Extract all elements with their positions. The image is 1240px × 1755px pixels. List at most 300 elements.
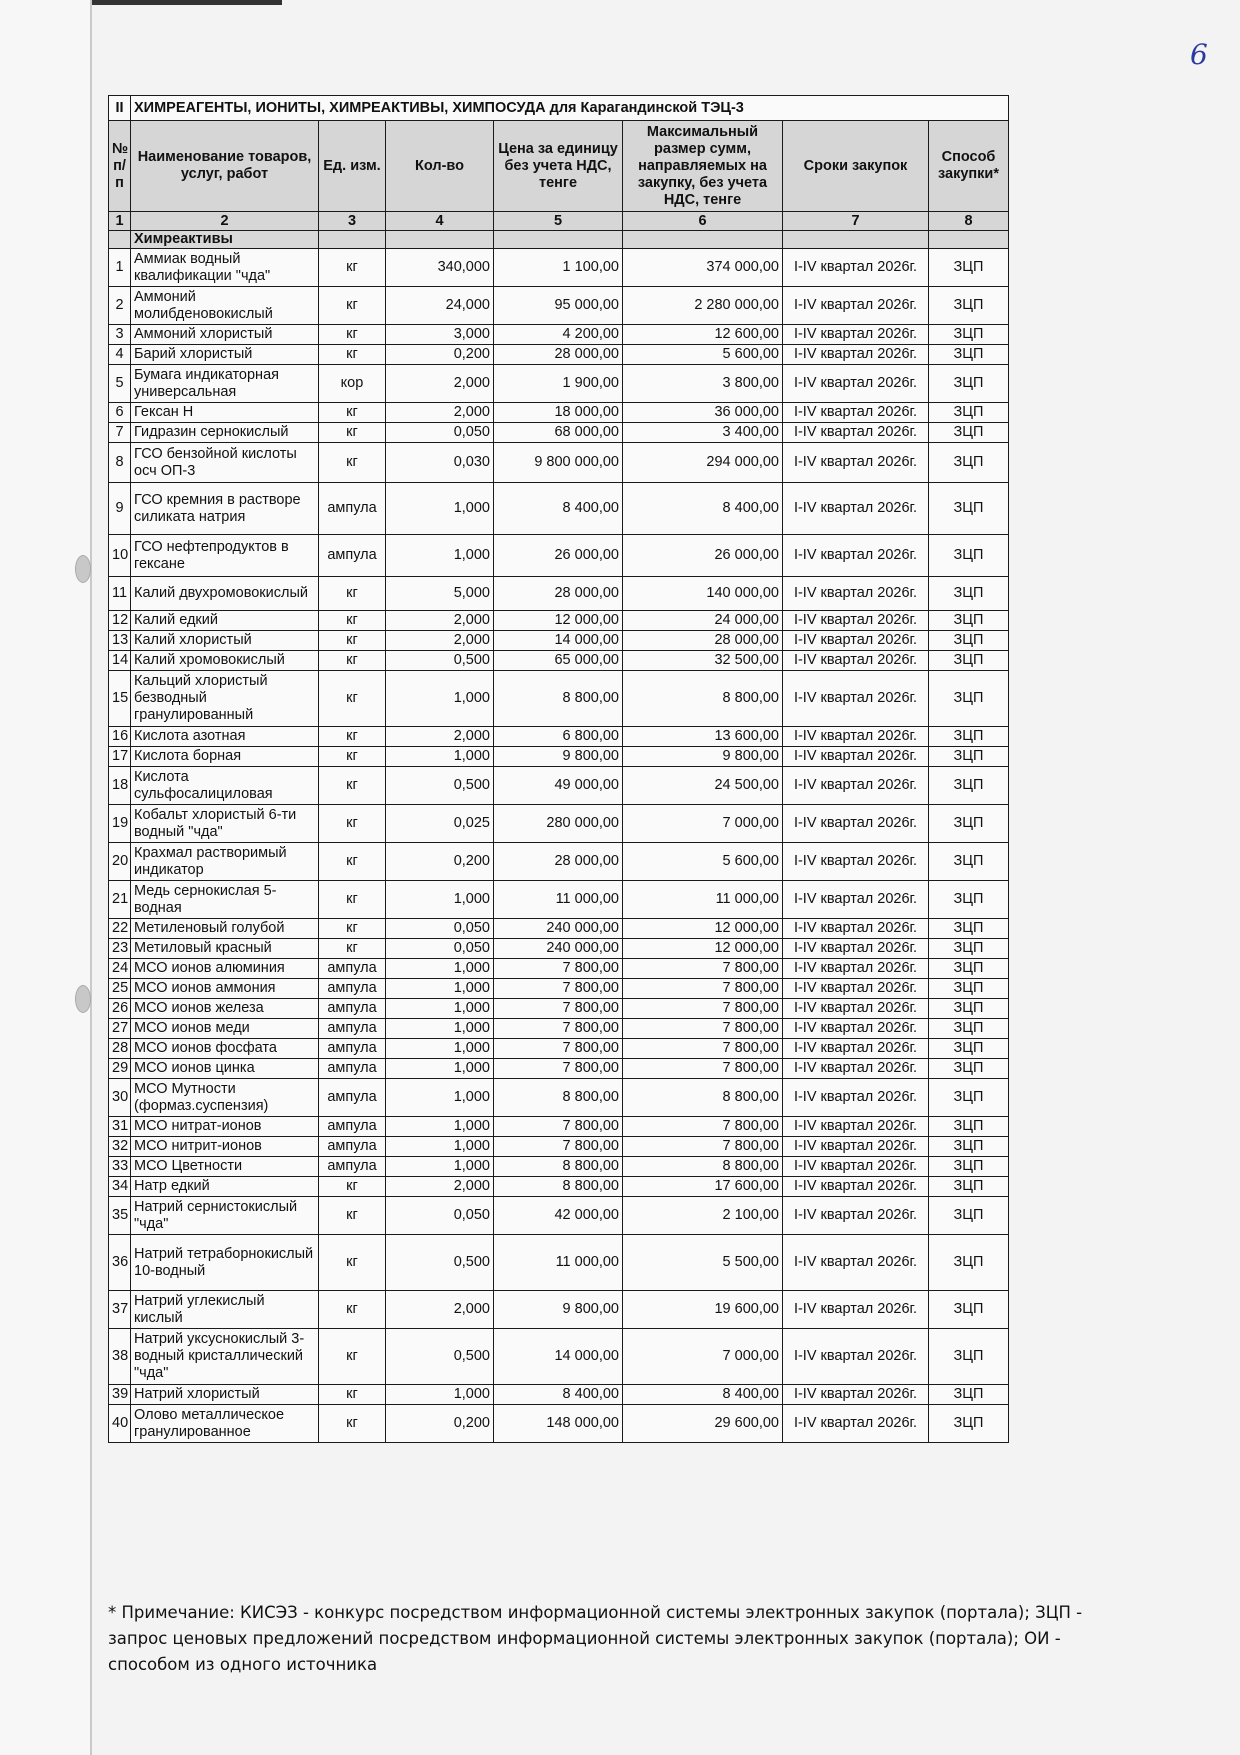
row-number: 25 — [109, 979, 131, 999]
item-name: МСО нитрат-ионов — [131, 1117, 319, 1137]
quantity: 24,000 — [386, 287, 494, 325]
quantity: 1,000 — [386, 747, 494, 767]
procurement-term: I-IV квартал 2026г. — [783, 767, 929, 805]
item-name: Бумага индикаторная универсальная — [131, 365, 319, 403]
unit: ампула — [319, 1137, 386, 1157]
table-row — [109, 959, 1009, 979]
unit: кг — [319, 325, 386, 345]
quantity: 1,000 — [386, 671, 494, 727]
quantity: 0,030 — [386, 443, 494, 483]
item-name: Натрий сернистокислый "чда" — [131, 1197, 319, 1235]
unit: кг — [319, 1197, 386, 1235]
row-number: 33 — [109, 1157, 131, 1177]
item-name: Натрий углекислый кислый — [131, 1291, 319, 1329]
table-row — [109, 1385, 1009, 1405]
procurement-term: I-IV квартал 2026г. — [783, 345, 929, 365]
item-name: Олово металлическое гранулированное — [131, 1405, 319, 1443]
max-amount: 11 000,00 — [623, 881, 783, 919]
row-number: 24 — [109, 959, 131, 979]
row-number: 18 — [109, 767, 131, 805]
procurement-term: I-IV квартал 2026г. — [783, 1197, 929, 1235]
item-name: МСО ионов железа — [131, 999, 319, 1019]
procurement-method: ЗЦП — [929, 1235, 1009, 1291]
quantity: 0,050 — [386, 919, 494, 939]
max-amount: 26 000,00 — [623, 535, 783, 577]
row-number: 1 — [109, 249, 131, 287]
column-number: 1 — [109, 212, 131, 231]
unit: кг — [319, 577, 386, 611]
unit: кг — [319, 287, 386, 325]
unit: кг — [319, 805, 386, 843]
row-number: 32 — [109, 1137, 131, 1157]
item-name: ГСО нефтепродуктов в гексане — [131, 535, 319, 577]
procurement-term: I-IV квартал 2026г. — [783, 1019, 929, 1039]
header-max-amount: Максимальный размер сумм, направляемых на закупку, без учета НДС, тенге — [623, 121, 783, 212]
header-unit-price: Цена за единицу без учета НДС, тенге — [494, 121, 623, 212]
quantity: 0,050 — [386, 939, 494, 959]
unit-price: 8 400,00 — [494, 1385, 623, 1405]
unit: кг — [319, 249, 386, 287]
procurement-method: ЗЦП — [929, 1291, 1009, 1329]
quantity: 1,000 — [386, 1157, 494, 1177]
max-amount: 8 800,00 — [623, 1157, 783, 1177]
group-label: Химреактивы — [131, 231, 319, 249]
quantity: 1,000 — [386, 1059, 494, 1079]
item-name: Кобальт хлористый 6-ти водный "чда" — [131, 805, 319, 843]
quantity: 2,000 — [386, 1291, 494, 1329]
quantity: 0,500 — [386, 1235, 494, 1291]
unit-price: 7 800,00 — [494, 959, 623, 979]
max-amount: 24 500,00 — [623, 767, 783, 805]
unit: ампула — [319, 999, 386, 1019]
item-name: Кислота сульфосалициловая — [131, 767, 319, 805]
row-number: 8 — [109, 443, 131, 483]
unit-price: 68 000,00 — [494, 423, 623, 443]
table-row — [109, 843, 1009, 881]
procurement-term: I-IV квартал 2026г. — [783, 1385, 929, 1405]
table-row — [109, 651, 1009, 671]
procurement-method: ЗЦП — [929, 345, 1009, 365]
header-unit: Ед. изм. — [319, 121, 386, 212]
max-amount: 19 600,00 — [623, 1291, 783, 1329]
item-name: Крахмал растворимый индикатор — [131, 843, 319, 881]
item-name: Кислота азотная — [131, 727, 319, 747]
item-name: Аммоний хлористый — [131, 325, 319, 345]
table-row — [109, 1291, 1009, 1329]
item-name: МСО Мутности (формаз.суспензия) — [131, 1079, 319, 1117]
unit-price: 7 800,00 — [494, 1137, 623, 1157]
procurement-term: I-IV квартал 2026г. — [783, 577, 929, 611]
table-row — [109, 999, 1009, 1019]
row-number: 14 — [109, 651, 131, 671]
procurement-term: I-IV квартал 2026г. — [783, 535, 929, 577]
unit-price: 7 800,00 — [494, 999, 623, 1019]
header-row — [109, 121, 1009, 212]
header-item-name: Наименование товаров, услуг, работ — [131, 121, 319, 212]
procurement-method: ЗЦП — [929, 919, 1009, 939]
procurement-method: ЗЦП — [929, 1039, 1009, 1059]
max-amount: 12 000,00 — [623, 919, 783, 939]
column-number: 8 — [929, 212, 1009, 231]
max-amount: 8 400,00 — [623, 483, 783, 535]
table-row — [109, 671, 1009, 727]
row-number: 5 — [109, 365, 131, 403]
procurement-method: ЗЦП — [929, 287, 1009, 325]
procurement-method: ЗЦП — [929, 1157, 1009, 1177]
row-number: 34 — [109, 1177, 131, 1197]
header-quantity: Кол-во — [386, 121, 494, 212]
procurement-method: ЗЦП — [929, 727, 1009, 747]
unit: кг — [319, 767, 386, 805]
procurement-method: ЗЦП — [929, 611, 1009, 631]
procurement-term: I-IV квартал 2026г. — [783, 365, 929, 403]
quantity: 1,000 — [386, 1137, 494, 1157]
table-row — [109, 423, 1009, 443]
procurement-method: ЗЦП — [929, 881, 1009, 919]
row-number: 39 — [109, 1385, 131, 1405]
table-row — [109, 805, 1009, 843]
unit-price: 9 800,00 — [494, 747, 623, 767]
procurement-term: I-IV квартал 2026г. — [783, 959, 929, 979]
section-number: II — [109, 96, 131, 121]
table-row — [109, 767, 1009, 805]
item-name: МСО ионов алюминия — [131, 959, 319, 979]
quantity: 1,000 — [386, 1117, 494, 1137]
procurement-method: ЗЦП — [929, 365, 1009, 403]
max-amount: 7 800,00 — [623, 999, 783, 1019]
item-name: Метиленовый голубой — [131, 919, 319, 939]
max-amount: 140 000,00 — [623, 577, 783, 611]
item-name: ГСО бензойной кислоты осч ОП-3 — [131, 443, 319, 483]
unit-price: 11 000,00 — [494, 881, 623, 919]
row-number: 28 — [109, 1039, 131, 1059]
table-row — [109, 1019, 1009, 1039]
unit-price: 95 000,00 — [494, 287, 623, 325]
punch-hole-mark — [75, 985, 91, 1013]
unit: ампула — [319, 1019, 386, 1039]
unit-price: 14 000,00 — [494, 631, 623, 651]
procurement-term: I-IV квартал 2026г. — [783, 1329, 929, 1385]
quantity: 0,200 — [386, 843, 494, 881]
procurement-method: ЗЦП — [929, 939, 1009, 959]
procurement-method: ЗЦП — [929, 403, 1009, 423]
item-name: МСО нитрит-ионов — [131, 1137, 319, 1157]
table-row — [109, 1117, 1009, 1137]
unit: ампула — [319, 979, 386, 999]
unit-price: 8 800,00 — [494, 1157, 623, 1177]
table-row — [109, 1137, 1009, 1157]
unit: кг — [319, 919, 386, 939]
footnote: * Примечание: КИСЭЗ - конкурс посредством информационной системы электронных закупок (портала); ЗЦП - запрос ценовых предложений посредством информационной системы электронных закупок (портала); ОИ - способом из одного источника — [108, 1603, 1083, 1674]
procurement-method: ЗЦП — [929, 1385, 1009, 1405]
unit: ампула — [319, 1117, 386, 1137]
table-row — [109, 325, 1009, 345]
table-row — [109, 1197, 1009, 1235]
max-amount: 3 400,00 — [623, 423, 783, 443]
table-row — [109, 1039, 1009, 1059]
item-name: Калий едкий — [131, 611, 319, 631]
row-number: 23 — [109, 939, 131, 959]
procurement-term: I-IV квартал 2026г. — [783, 611, 929, 631]
unit-price: 240 000,00 — [494, 939, 623, 959]
item-name: МСО Цветности — [131, 1157, 319, 1177]
unit-price: 7 800,00 — [494, 1019, 623, 1039]
procurement-method: ЗЦП — [929, 1177, 1009, 1197]
row-number: 21 — [109, 881, 131, 919]
procurement-term: I-IV квартал 2026г. — [783, 999, 929, 1019]
item-name: Калий двухромовокислый — [131, 577, 319, 611]
max-amount: 24 000,00 — [623, 611, 783, 631]
quantity: 1,000 — [386, 1039, 494, 1059]
unit-price: 9 800,00 — [494, 1291, 623, 1329]
table-row — [109, 287, 1009, 325]
item-name: Калий хромовокислый — [131, 651, 319, 671]
unit-price: 8 800,00 — [494, 1079, 623, 1117]
procurement-method: ЗЦП — [929, 535, 1009, 577]
quantity: 2,000 — [386, 1177, 494, 1197]
procurement-method: ЗЦП — [929, 325, 1009, 345]
table-row — [109, 1079, 1009, 1117]
procurement-method: ЗЦП — [929, 1059, 1009, 1079]
max-amount: 2 280 000,00 — [623, 287, 783, 325]
row-number: 40 — [109, 1405, 131, 1443]
procurement-term: I-IV квартал 2026г. — [783, 843, 929, 881]
quantity: 0,025 — [386, 805, 494, 843]
unit: ампула — [319, 1079, 386, 1117]
procurement-term: I-IV квартал 2026г. — [783, 881, 929, 919]
quantity: 2,000 — [386, 631, 494, 651]
procurement-method: ЗЦП — [929, 999, 1009, 1019]
column-number: 7 — [783, 212, 929, 231]
row-number: 37 — [109, 1291, 131, 1329]
unit-price: 7 800,00 — [494, 1059, 623, 1079]
procurement-method: ЗЦП — [929, 249, 1009, 287]
quantity: 2,000 — [386, 611, 494, 631]
row-number: 36 — [109, 1235, 131, 1291]
unit-price: 8 400,00 — [494, 483, 623, 535]
item-name: ГСО кремния в растворе силиката натрия — [131, 483, 319, 535]
procurement-method: ЗЦП — [929, 1329, 1009, 1385]
table-row — [109, 747, 1009, 767]
quantity: 1,000 — [386, 979, 494, 999]
max-amount: 7 800,00 — [623, 979, 783, 999]
quantity: 1,000 — [386, 881, 494, 919]
row-number: 2 — [109, 287, 131, 325]
unit-price: 49 000,00 — [494, 767, 623, 805]
unit: кг — [319, 671, 386, 727]
table-body — [109, 249, 1009, 1443]
max-amount: 5 600,00 — [623, 843, 783, 881]
max-amount: 29 600,00 — [623, 1405, 783, 1443]
quantity: 3,000 — [386, 325, 494, 345]
unit: кг — [319, 1385, 386, 1405]
scan-left-margin — [0, 0, 92, 1755]
item-name: Кислота борная — [131, 747, 319, 767]
unit-price: 28 000,00 — [494, 577, 623, 611]
item-name: Аммоний молибденовокислый — [131, 287, 319, 325]
procurement-term: I-IV квартал 2026г. — [783, 1405, 929, 1443]
unit: кг — [319, 611, 386, 631]
unit: ампула — [319, 535, 386, 577]
table-row — [109, 1177, 1009, 1197]
procurement-method: ЗЦП — [929, 671, 1009, 727]
quantity: 340,000 — [386, 249, 494, 287]
unit-price: 14 000,00 — [494, 1329, 623, 1385]
unit: кг — [319, 345, 386, 365]
unit: ампула — [319, 1059, 386, 1079]
unit: кг — [319, 1329, 386, 1385]
procurement-method: ЗЦП — [929, 767, 1009, 805]
procurement-method: ЗЦП — [929, 577, 1009, 611]
procurement-method: ЗЦП — [929, 843, 1009, 881]
table-row — [109, 1235, 1009, 1291]
item-name: Натрий уксуснокислый 3-водный кристаллический "чда" — [131, 1329, 319, 1385]
quantity: 1,000 — [386, 1079, 494, 1117]
unit-price: 1 100,00 — [494, 249, 623, 287]
unit-price: 7 800,00 — [494, 1039, 623, 1059]
unit: кг — [319, 1291, 386, 1329]
unit-price: 11 000,00 — [494, 1235, 623, 1291]
item-name: Натр едкий — [131, 1177, 319, 1197]
item-name: Гидразин сернокислый — [131, 423, 319, 443]
procurement-term: I-IV квартал 2026г. — [783, 1039, 929, 1059]
procurement-term: I-IV квартал 2026г. — [783, 805, 929, 843]
item-name: Натрий тетраборнокислый 10-водный — [131, 1235, 319, 1291]
unit-price: 4 200,00 — [494, 325, 623, 345]
row-number: 38 — [109, 1329, 131, 1385]
table-row — [109, 1157, 1009, 1177]
row-number: 9 — [109, 483, 131, 535]
quantity: 1,000 — [386, 1385, 494, 1405]
item-name: МСО ионов фосфата — [131, 1039, 319, 1059]
max-amount: 36 000,00 — [623, 403, 783, 423]
procurement-method: ЗЦП — [929, 483, 1009, 535]
unit: кг — [319, 651, 386, 671]
row-number: 26 — [109, 999, 131, 1019]
quantity: 0,500 — [386, 651, 494, 671]
table-row — [109, 535, 1009, 577]
row-number: 3 — [109, 325, 131, 345]
unit: кг — [319, 747, 386, 767]
max-amount: 9 800,00 — [623, 747, 783, 767]
quantity: 1,000 — [386, 483, 494, 535]
unit-price: 7 800,00 — [494, 1117, 623, 1137]
unit: кг — [319, 631, 386, 651]
table-row — [109, 345, 1009, 365]
unit-price: 42 000,00 — [494, 1197, 623, 1235]
unit: кг — [319, 1235, 386, 1291]
item-name: Барий хлористый — [131, 345, 319, 365]
unit-price: 8 800,00 — [494, 671, 623, 727]
quantity: 0,500 — [386, 767, 494, 805]
table-row — [109, 881, 1009, 919]
quantity: 2,000 — [386, 365, 494, 403]
item-name: МСО ионов цинка — [131, 1059, 319, 1079]
max-amount: 7 800,00 — [623, 1059, 783, 1079]
unit-price: 6 800,00 — [494, 727, 623, 747]
row-number: 30 — [109, 1079, 131, 1117]
column-number: 3 — [319, 212, 386, 231]
max-amount: 7 800,00 — [623, 1117, 783, 1137]
item-name: МСО ионов аммония — [131, 979, 319, 999]
max-amount: 8 400,00 — [623, 1385, 783, 1405]
table-row — [109, 577, 1009, 611]
column-number-row — [109, 212, 1009, 231]
row-number: 35 — [109, 1197, 131, 1235]
unit: ампула — [319, 483, 386, 535]
unit-price: 7 800,00 — [494, 979, 623, 999]
punch-hole-mark — [75, 555, 91, 583]
procurement-method: ЗЦП — [929, 443, 1009, 483]
unit: кг — [319, 443, 386, 483]
unit-price: 12 000,00 — [494, 611, 623, 631]
unit-price: 28 000,00 — [494, 345, 623, 365]
procurement-term: I-IV квартал 2026г. — [783, 1117, 929, 1137]
procurement-term: I-IV квартал 2026г. — [783, 1235, 929, 1291]
unit-price: 8 800,00 — [494, 1177, 623, 1197]
procurement-term: I-IV квартал 2026г. — [783, 1059, 929, 1079]
procurement-term: I-IV квартал 2026г. — [783, 1177, 929, 1197]
procurement-term: I-IV квартал 2026г. — [783, 423, 929, 443]
quantity: 0,050 — [386, 1197, 494, 1235]
header-procurement-method: Способ закупки* — [929, 121, 1009, 212]
table-row — [109, 403, 1009, 423]
table-row — [109, 919, 1009, 939]
unit-price: 1 900,00 — [494, 365, 623, 403]
max-amount: 32 500,00 — [623, 651, 783, 671]
unit: ампула — [319, 959, 386, 979]
max-amount: 7 000,00 — [623, 1329, 783, 1385]
procurement-term: I-IV квартал 2026г. — [783, 631, 929, 651]
max-amount: 5 500,00 — [623, 1235, 783, 1291]
row-number: 20 — [109, 843, 131, 881]
unit: кг — [319, 939, 386, 959]
quantity: 2,000 — [386, 727, 494, 747]
item-name: Кальций хлористый безводный гранулированный — [131, 671, 319, 727]
unit-price: 9 800 000,00 — [494, 443, 623, 483]
column-number: 5 — [494, 212, 623, 231]
item-name: МСО ионов меди — [131, 1019, 319, 1039]
row-number: 6 — [109, 403, 131, 423]
unit-price: 280 000,00 — [494, 805, 623, 843]
row-number: 15 — [109, 671, 131, 727]
scan-top-edge — [92, 0, 282, 5]
unit-price: 18 000,00 — [494, 403, 623, 423]
table-row — [109, 483, 1009, 535]
table-row — [109, 443, 1009, 483]
unit: кг — [319, 727, 386, 747]
procurement-method: ЗЦП — [929, 747, 1009, 767]
table-row — [109, 611, 1009, 631]
unit-price: 240 000,00 — [494, 919, 623, 939]
max-amount: 7 800,00 — [623, 1019, 783, 1039]
quantity: 0,500 — [386, 1329, 494, 1385]
procurement-method: ЗЦП — [929, 805, 1009, 843]
procurement-method: ЗЦП — [929, 651, 1009, 671]
max-amount: 12 600,00 — [623, 325, 783, 345]
table-row — [109, 939, 1009, 959]
quantity: 0,200 — [386, 345, 494, 365]
max-amount: 12 000,00 — [623, 939, 783, 959]
procurement-term: I-IV квартал 2026г. — [783, 325, 929, 345]
max-amount: 294 000,00 — [623, 443, 783, 483]
table-row — [109, 979, 1009, 999]
row-number: 12 — [109, 611, 131, 631]
row-number: 27 — [109, 1019, 131, 1039]
section-title: ХИМРЕАГЕНТЫ, ИОНИТЫ, ХИМРЕАКТИВЫ, ХИМПОСУДА для Карагандинской ТЭЦ-3 — [131, 96, 1009, 121]
row-number: 17 — [109, 747, 131, 767]
unit: кг — [319, 843, 386, 881]
